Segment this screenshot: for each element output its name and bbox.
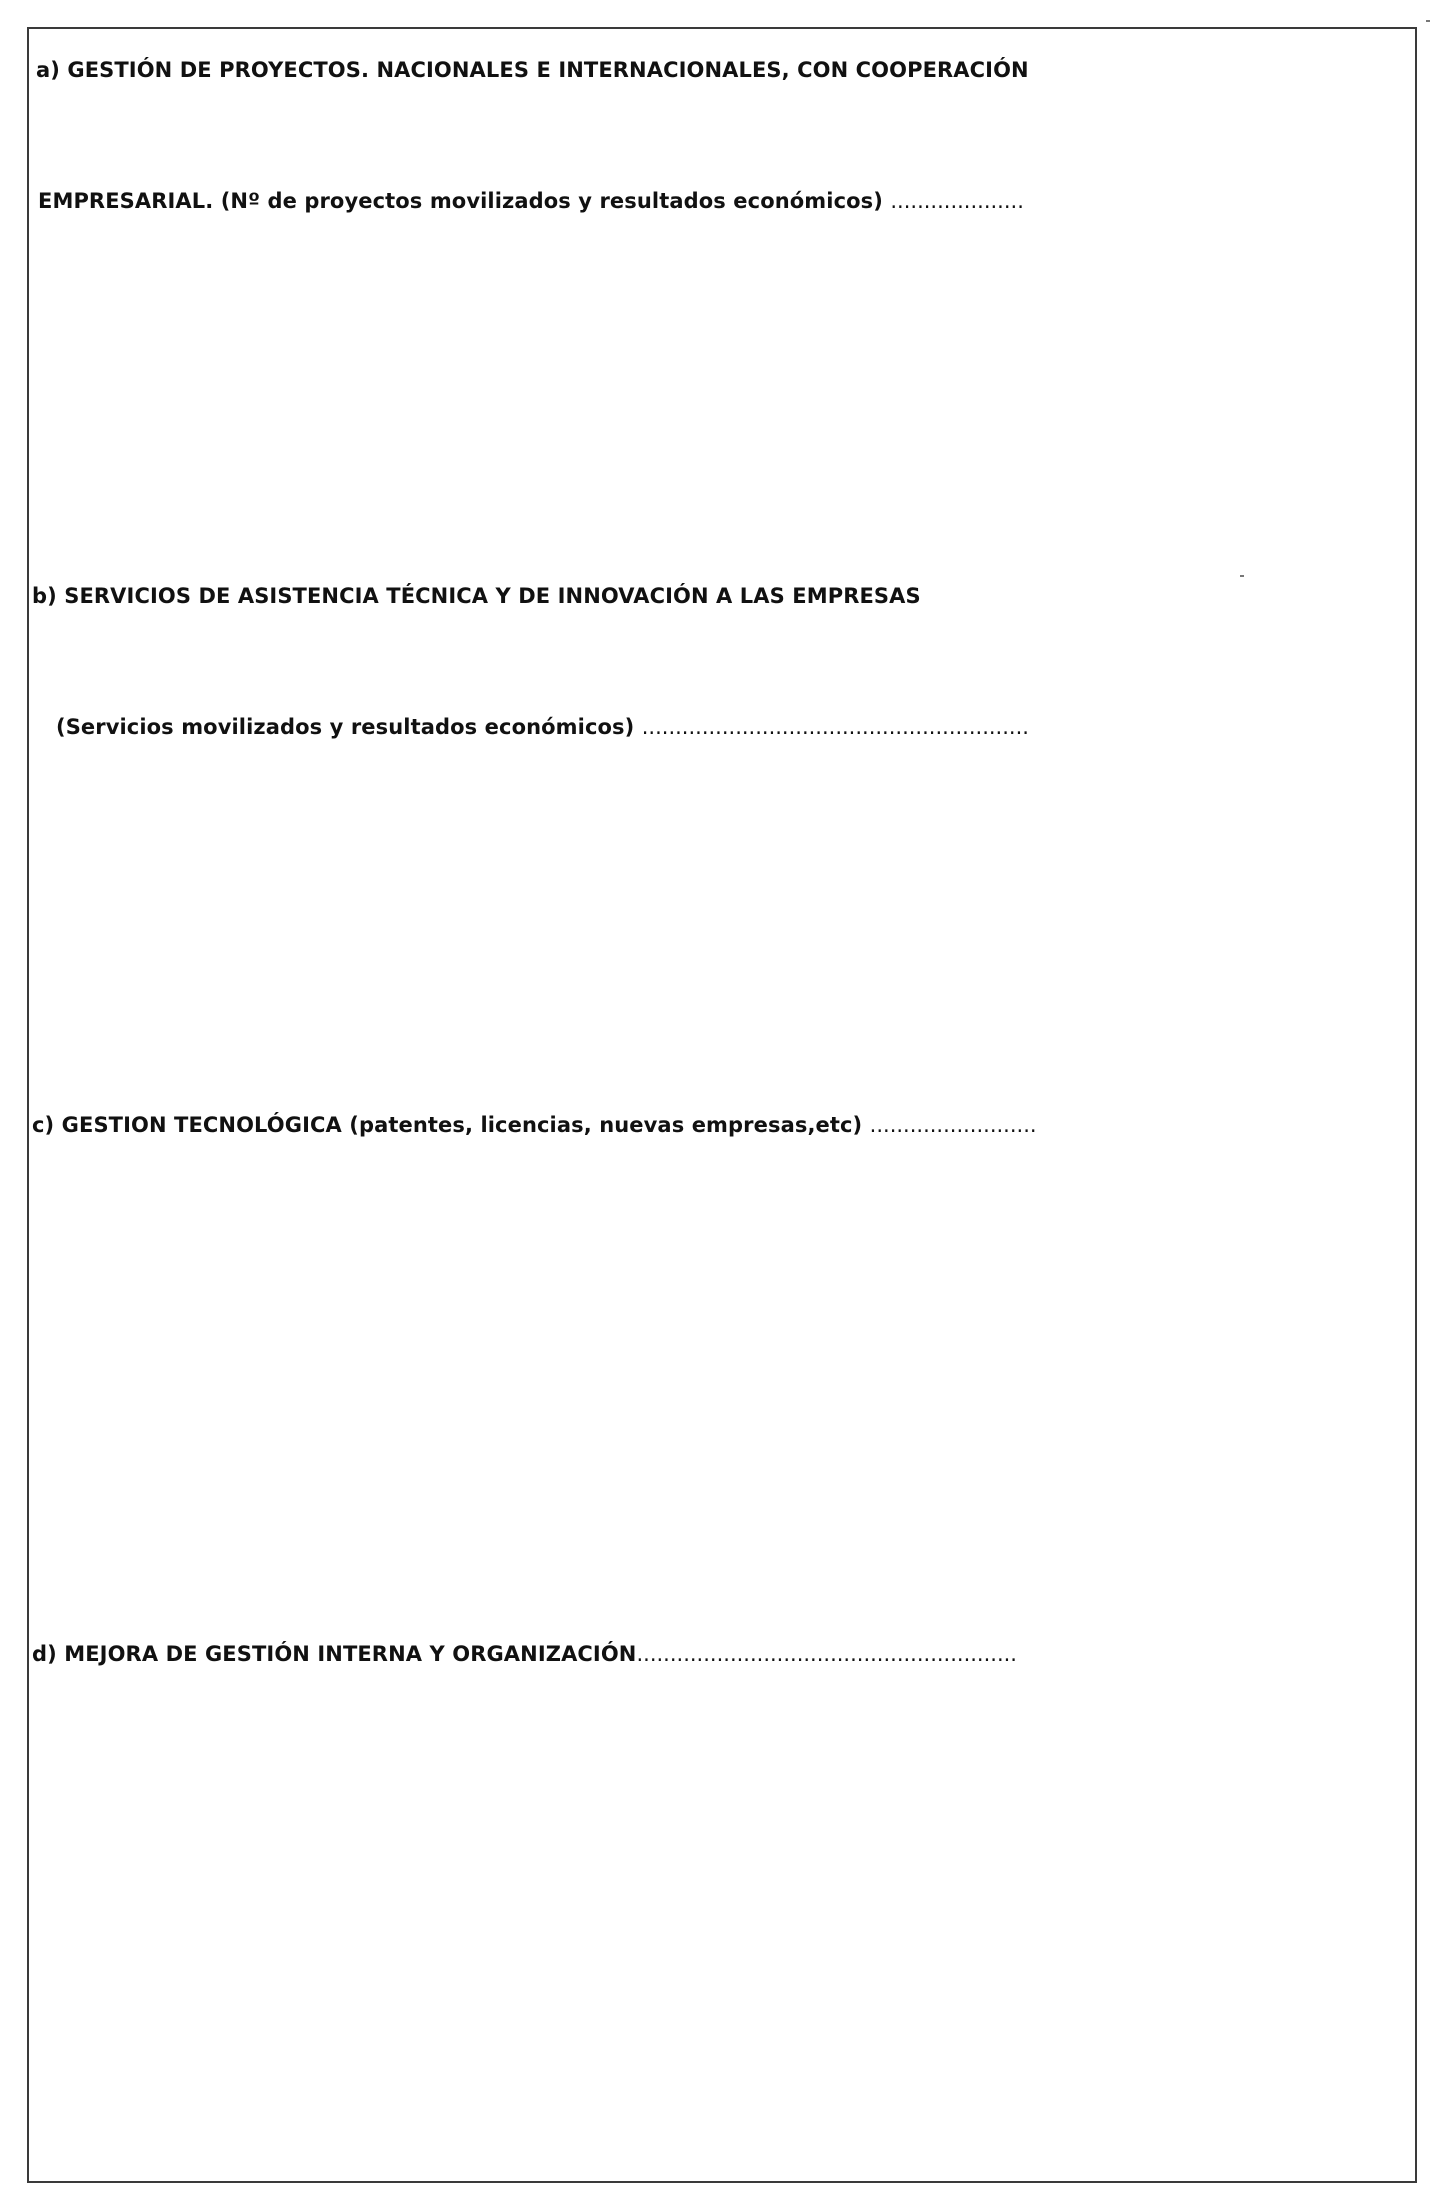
section-a-title-line2: EMPRESARIAL. (Nº de proyectos movilizados y resultados económicos)	[38, 189, 883, 213]
section-c-title-line1: c) GESTION TECNOLÓGICA (patentes, licencias, nuevas empresas,etc)	[32, 1113, 863, 1137]
scan-speck	[1426, 20, 1430, 22]
section-b-heading	[32, 582, 921, 610]
section-b-leader-dots: ..........................................................	[641, 715, 1029, 739]
section-d-leader-dots: .........................................................	[636, 1642, 1017, 1666]
section-c-heading	[32, 1111, 1037, 1139]
section-b-subheading	[56, 713, 1029, 741]
form-frame	[27, 27, 1417, 2183]
section-d-heading	[32, 1640, 1017, 1668]
section-b-title-line1: b) SERVICIOS DE ASISTENCIA TÉCNICA Y DE INNOVACIÓN A LAS EMPRESAS	[32, 584, 921, 608]
section-d-title-line1: d) MEJORA DE GESTIÓN INTERNA Y ORGANIZACIÓN	[32, 1642, 637, 1666]
section-b-title-line2: (Servicios movilizados y resultados económicos)	[56, 715, 635, 739]
section-a-heading	[36, 56, 1029, 84]
section-a-title-line1: a) GESTIÓN DE PROYECTOS. NACIONALES E INTERNACIONALES, CON COOPERACIÓN	[36, 58, 1029, 82]
scan-speck	[1240, 575, 1244, 577]
section-a-subheading	[38, 187, 1024, 215]
section-a-leader-dots: ....................	[890, 189, 1024, 213]
section-c-leader-dots: .........................	[869, 1113, 1037, 1137]
